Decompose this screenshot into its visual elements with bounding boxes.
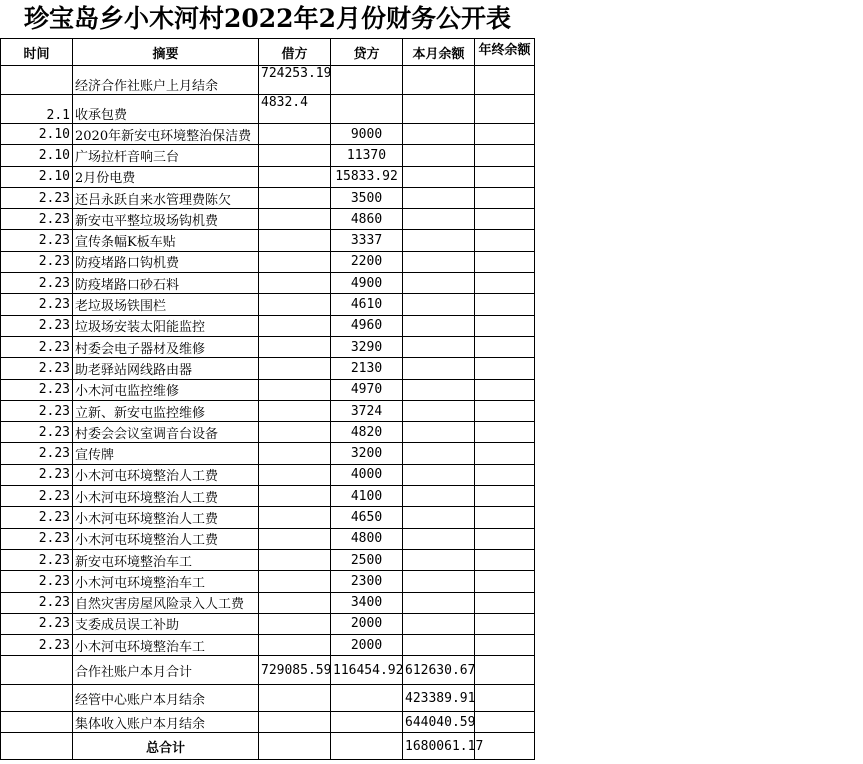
cell-year-end: [475, 145, 535, 166]
total-debit: [259, 685, 331, 712]
cell-credit: 4100: [331, 486, 403, 507]
cell-summary: 新安屯平整垃圾场钩机费: [73, 209, 259, 230]
cell-date: 2.23: [1, 613, 73, 634]
cell-summary: 2020年新安屯环境整治保洁费: [73, 124, 259, 145]
cell-debit: [259, 507, 331, 528]
cell-credit: 3290: [331, 336, 403, 357]
header-balance: 本月余额: [403, 39, 475, 66]
cell-date: 2.23: [1, 400, 73, 421]
cell-year-end: [475, 656, 535, 685]
cell-debit: [259, 613, 331, 634]
total-label: 经管中心账户本月结余: [73, 685, 259, 712]
cell-date: 2.23: [1, 358, 73, 379]
table-row: [1, 251, 535, 272]
cell-date: 2.23: [1, 294, 73, 315]
cell-date: 2.23: [1, 571, 73, 592]
cell-date: 2.23: [1, 230, 73, 251]
cell-date: 2.23: [1, 379, 73, 400]
cell-balance: [403, 549, 475, 570]
cell-year-end: [475, 592, 535, 613]
cell-year-end: [475, 273, 535, 294]
cell-debit: 724253.19: [259, 66, 331, 95]
cell-debit: [259, 336, 331, 357]
cell-credit: 3400: [331, 592, 403, 613]
cell-credit: 2000: [331, 613, 403, 634]
cell-balance: [403, 294, 475, 315]
cell-summary: 小木河屯监控维修: [73, 379, 259, 400]
cell-balance: [403, 592, 475, 613]
cell-summary: 小木河屯环境整治人工费: [73, 528, 259, 549]
cell-year-end: [475, 549, 535, 570]
cell-debit: [259, 209, 331, 230]
cell-date: [1, 66, 73, 95]
cell-summary: 立新、新安屯监控维修: [73, 400, 259, 421]
cell-year-end: [475, 95, 535, 124]
cell-year-end: [475, 358, 535, 379]
total-label: 集体收入账户本月结余: [73, 712, 259, 733]
table-row: [1, 486, 535, 507]
cell-balance: [403, 358, 475, 379]
total-debit: 729085.59: [259, 656, 331, 685]
cell-balance: [403, 507, 475, 528]
cell-credit: 4650: [331, 507, 403, 528]
cell-balance: [403, 486, 475, 507]
table-row: [1, 209, 535, 230]
cell-balance: [403, 400, 475, 421]
cell-date: 2.23: [1, 507, 73, 528]
cell-credit: 4610: [331, 294, 403, 315]
total-credit: [331, 685, 403, 712]
cell-date: 2.23: [1, 336, 73, 357]
cell-year-end: [475, 230, 535, 251]
cell-balance: [403, 230, 475, 251]
cell-debit: [259, 273, 331, 294]
cell-credit: [331, 66, 403, 95]
table-row: [1, 571, 535, 592]
total-debit: [259, 712, 331, 733]
header-year-end: 年终余额: [475, 39, 535, 66]
cell-credit: 2500: [331, 549, 403, 570]
cell-year-end: [475, 528, 535, 549]
cell-year-end: [475, 336, 535, 357]
cell-summary: 支委成员误工补助: [73, 613, 259, 634]
cell-balance: [403, 336, 475, 357]
table-row: [1, 528, 535, 549]
cell-debit: [259, 635, 331, 656]
cell-balance: [403, 251, 475, 272]
cell-year-end: [475, 571, 535, 592]
total-balance: 612630.67: [403, 656, 475, 685]
cell-balance: [403, 315, 475, 336]
cell-date: 2.10: [1, 145, 73, 166]
cell-credit: 3200: [331, 443, 403, 464]
cell-debit: [259, 187, 331, 208]
table-row: [1, 315, 535, 336]
cell-summary: 还吕永跃自来水管理费陈欠: [73, 187, 259, 208]
collective-balance-row: [1, 712, 535, 733]
cell-year-end: [475, 443, 535, 464]
cell-summary: 防疫堵路口钩机费: [73, 251, 259, 272]
cell-year-end: [475, 400, 535, 421]
cell-year-end: [475, 315, 535, 336]
cell-debit: [259, 422, 331, 443]
cell-date: [1, 712, 73, 733]
center-balance-row: [1, 685, 535, 712]
cell-date: 2.23: [1, 422, 73, 443]
cell-year-end: [475, 613, 535, 634]
cell-summary: 经济合作社账户上月结余: [73, 66, 259, 95]
cell-year-end: [475, 166, 535, 187]
cell-date: [1, 685, 73, 712]
cell-debit: [259, 358, 331, 379]
cell-summary: 小木河屯环境整治车工: [73, 571, 259, 592]
cell-debit: [259, 400, 331, 421]
cell-credit: 2130: [331, 358, 403, 379]
cell-year-end: [475, 486, 535, 507]
cell-balance: [403, 209, 475, 230]
cell-credit: 3724: [331, 400, 403, 421]
table-row: [1, 464, 535, 485]
table-row: [1, 230, 535, 251]
cell-credit: 11370: [331, 145, 403, 166]
total-credit: [331, 712, 403, 733]
cell-date: 2.23: [1, 209, 73, 230]
total-balance: 423389.91: [403, 685, 475, 712]
table-row: [1, 145, 535, 166]
cell-debit: 4832.4: [259, 95, 331, 124]
cell-balance: [403, 166, 475, 187]
cell-balance: [403, 66, 475, 95]
cell-debit: [259, 443, 331, 464]
cell-debit: [259, 166, 331, 187]
cell-credit: 4000: [331, 464, 403, 485]
cell-summary: 自然灾害房屋风险录入人工费: [73, 592, 259, 613]
table-row: [1, 635, 535, 656]
table-row: [1, 166, 535, 187]
cell-credit: 2000: [331, 635, 403, 656]
table-row: [1, 66, 535, 95]
cell-balance: [403, 124, 475, 145]
cell-credit: 2200: [331, 251, 403, 272]
table-row: [1, 273, 535, 294]
table-row: [1, 95, 535, 124]
cell-credit: 4820: [331, 422, 403, 443]
table-row: [1, 422, 535, 443]
cell-year-end: [475, 507, 535, 528]
cell-summary: 宣传牌: [73, 443, 259, 464]
cell-balance: [403, 443, 475, 464]
total-label: 合作社账户本月合计: [73, 656, 259, 685]
cell-balance: [403, 273, 475, 294]
cell-summary: 防疫堵路口砂石料: [73, 273, 259, 294]
cell-credit: 4860: [331, 209, 403, 230]
cell-balance: [403, 613, 475, 634]
cell-year-end: [475, 733, 535, 760]
cell-credit: 4960: [331, 315, 403, 336]
header-date: 时间: [1, 39, 73, 66]
grand-debit: [259, 733, 331, 760]
cell-date: 2.23: [1, 486, 73, 507]
cell-balance: [403, 528, 475, 549]
cell-credit: 2300: [331, 571, 403, 592]
cell-debit: [259, 124, 331, 145]
total-balance: 644040.59: [403, 712, 475, 733]
cell-year-end: [475, 124, 535, 145]
cell-summary: 新安屯环境整治车工: [73, 549, 259, 570]
table-row: [1, 613, 535, 634]
cell-debit: [259, 486, 331, 507]
table-row: [1, 294, 535, 315]
cell-balance: [403, 464, 475, 485]
header-debit: 借方: [259, 39, 331, 66]
cell-year-end: [475, 464, 535, 485]
cell-debit: [259, 549, 331, 570]
cell-balance: [403, 145, 475, 166]
cell-credit: 3337: [331, 230, 403, 251]
header-summary: 摘要: [73, 39, 259, 66]
cell-credit: [331, 95, 403, 124]
table-row: [1, 507, 535, 528]
cell-debit: [259, 464, 331, 485]
cell-year-end: [475, 66, 535, 95]
cell-summary: 小木河屯环境整治人工费: [73, 464, 259, 485]
cell-year-end: [475, 685, 535, 712]
cell-year-end: [475, 635, 535, 656]
cell-year-end: [475, 422, 535, 443]
cell-debit: [259, 379, 331, 400]
cell-credit: 4800: [331, 528, 403, 549]
cell-date: [1, 656, 73, 685]
cell-summary: 广场拉杆音响三台: [73, 145, 259, 166]
table-row: [1, 400, 535, 421]
cell-date: 2.23: [1, 273, 73, 294]
coop-total-row: [1, 656, 535, 685]
table-row: [1, 443, 535, 464]
cell-summary: 小木河屯环境整治车工: [73, 635, 259, 656]
cell-date: 2.23: [1, 549, 73, 570]
cell-date: 2.23: [1, 635, 73, 656]
cell-summary: 村委会电子器材及维修: [73, 336, 259, 357]
cell-credit: 15833.92: [331, 166, 403, 187]
cell-date: [1, 733, 73, 760]
cell-debit: [259, 315, 331, 336]
cell-date: 2.23: [1, 443, 73, 464]
cell-year-end: [475, 251, 535, 272]
cell-date: 2.23: [1, 315, 73, 336]
cell-balance: [403, 571, 475, 592]
finance-table: [0, 38, 535, 760]
cell-date: 2.1: [1, 95, 73, 124]
grand-total-row: [1, 733, 535, 760]
cell-summary: 小木河屯环境整治人工费: [73, 486, 259, 507]
table-row: [1, 592, 535, 613]
cell-summary: 村委会会议室调音台设备: [73, 422, 259, 443]
cell-credit: 4900: [331, 273, 403, 294]
cell-balance: [403, 635, 475, 656]
cell-debit: [259, 251, 331, 272]
table-row: [1, 187, 535, 208]
page-title: 珍宝岛乡小木河村2022年2月份财务公开表: [24, 4, 511, 33]
cell-debit: [259, 294, 331, 315]
header-credit: 贷方: [331, 39, 403, 66]
cell-summary: 宣传条幅K板车贴: [73, 230, 259, 251]
cell-date: 2.23: [1, 464, 73, 485]
cell-summary: 小木河屯环境整治人工费: [73, 507, 259, 528]
cell-debit: [259, 571, 331, 592]
grand-total-balance: 1680061.17: [403, 733, 475, 760]
total-credit: 116454.92: [331, 656, 403, 685]
cell-credit: 4970: [331, 379, 403, 400]
cell-credit: 3500: [331, 187, 403, 208]
grand-total-label: 总合计: [73, 733, 259, 760]
cell-year-end: [475, 209, 535, 230]
table-row: [1, 336, 535, 357]
cell-date: 2.10: [1, 124, 73, 145]
cell-summary: 助老驿站网线路由器: [73, 358, 259, 379]
cell-balance: [403, 187, 475, 208]
cell-credit: 9000: [331, 124, 403, 145]
cell-summary: 垃圾场安装太阳能监控: [73, 315, 259, 336]
cell-balance: [403, 95, 475, 124]
cell-balance: [403, 379, 475, 400]
table-row: [1, 549, 535, 570]
cell-date: 2.23: [1, 187, 73, 208]
table-row: [1, 379, 535, 400]
cell-year-end: [475, 294, 535, 315]
cell-year-end: [475, 187, 535, 208]
cell-year-end: [475, 712, 535, 733]
cell-debit: [259, 592, 331, 613]
grand-credit: [331, 733, 403, 760]
table-row: [1, 124, 535, 145]
cell-summary: 2月份电费: [73, 166, 259, 187]
cell-balance: [403, 422, 475, 443]
cell-date: 2.23: [1, 592, 73, 613]
cell-date: 2.23: [1, 251, 73, 272]
cell-debit: [259, 145, 331, 166]
cell-summary: 收承包费: [73, 95, 259, 124]
cell-date: 2.10: [1, 166, 73, 187]
cell-debit: [259, 528, 331, 549]
cell-summary: 老垃圾场铁围栏: [73, 294, 259, 315]
cell-date: 2.23: [1, 528, 73, 549]
cell-debit: [259, 230, 331, 251]
table-row: [1, 358, 535, 379]
cell-year-end: [475, 379, 535, 400]
header-row: [1, 39, 535, 66]
